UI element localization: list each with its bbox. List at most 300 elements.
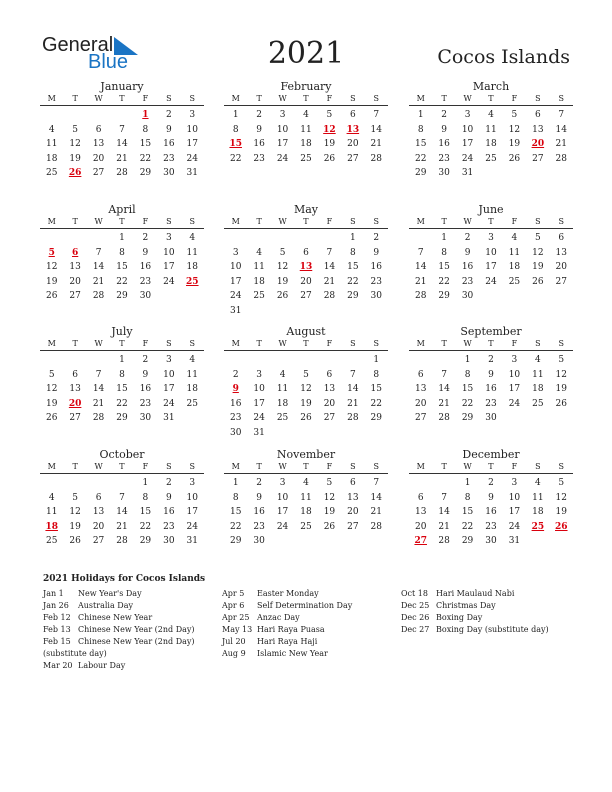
weekday-label: T	[488, 339, 494, 348]
day-cell: 1	[119, 233, 125, 243]
day-cell: 16	[461, 262, 474, 272]
day-cell: 15	[347, 262, 359, 272]
weekday-label: S	[350, 339, 356, 348]
month-august	[224, 325, 388, 440]
day-cell: 17	[186, 507, 198, 517]
empty-cell	[409, 353, 432, 368]
day-cell: 14	[555, 124, 567, 135]
day-cell: 10	[276, 124, 289, 135]
weekday-label: T	[303, 462, 309, 471]
day-cell: 2	[488, 355, 494, 365]
day-cell: 7	[417, 247, 424, 258]
holiday-entry	[401, 600, 549, 612]
day-cell: 18	[186, 262, 198, 272]
day-cell: 22	[116, 398, 128, 409]
day-cell: 5	[72, 492, 78, 503]
day-cell: 24	[229, 291, 242, 301]
weekday-label: W	[94, 339, 103, 348]
day-cell: 12	[300, 384, 312, 394]
day-cell: 27	[555, 276, 567, 287]
weekday-label: W	[278, 339, 287, 348]
weekday-header	[40, 461, 204, 474]
day-cell: 3	[165, 355, 172, 365]
day-cell: 9	[441, 124, 447, 135]
empty-cell	[341, 353, 364, 368]
day-cell: 7	[119, 492, 125, 503]
holiday-column	[222, 588, 352, 660]
weekday-header	[409, 93, 573, 106]
day-cell: 16	[370, 262, 382, 272]
day-cell: 23	[139, 398, 152, 409]
holiday-date: May 13	[222, 625, 253, 634]
weekday-label: S	[373, 462, 379, 471]
day-cell: 21	[438, 398, 450, 409]
day-cell: 7	[373, 478, 380, 488]
holiday-day: 5	[48, 247, 55, 258]
day-cell: 10	[163, 247, 175, 258]
weekday-label: T	[72, 94, 78, 103]
holiday-date: Dec 26	[401, 613, 430, 622]
day-cell: 5	[303, 369, 309, 380]
day-cell: 13	[347, 492, 359, 503]
day-cell: 8	[417, 124, 424, 135]
holiday-name: (substitute day)	[43, 649, 107, 658]
empty-cell	[87, 476, 110, 491]
day-cell: 9	[165, 124, 172, 135]
holiday-entry	[222, 624, 352, 636]
day-cell: 2	[373, 233, 380, 243]
day-cell: 27	[300, 291, 312, 301]
holiday-date: Jul 20	[222, 637, 246, 646]
weekday-label: S	[189, 217, 195, 226]
day-cell: 27	[69, 291, 81, 301]
day-cell: 10	[508, 369, 521, 380]
day-cell: 22	[461, 398, 474, 409]
weekday-label: F	[511, 462, 518, 471]
day-cell: 26	[555, 398, 567, 409]
holiday-date: Feb 12	[43, 613, 71, 622]
holiday-column	[43, 588, 195, 672]
day-cell: 7	[326, 247, 333, 258]
day-cell: 5	[72, 124, 78, 135]
holiday-day: 15	[229, 139, 242, 149]
day-cell: 24	[276, 521, 289, 532]
day-cell: 13	[92, 139, 105, 149]
day-cell: 10	[508, 492, 521, 503]
day-cell: 29	[139, 168, 152, 178]
weekday-label: T	[256, 339, 262, 348]
day-cell: 23	[485, 398, 497, 409]
day-cell: 2	[441, 110, 447, 120]
empty-cell	[247, 353, 270, 368]
day-cell: 3	[256, 369, 262, 380]
empty-cell	[432, 353, 455, 368]
day-cell: 2	[142, 233, 149, 243]
weekday-label: F	[511, 217, 518, 226]
day-cell: 4	[303, 110, 309, 120]
weekday-label: S	[350, 94, 356, 103]
month-name: August	[286, 325, 326, 338]
day-cell: 29	[461, 413, 474, 423]
weekday-label: W	[278, 94, 287, 103]
weekday-header	[409, 338, 573, 351]
weekday-label: W	[463, 339, 472, 348]
empty-cell	[318, 231, 341, 246]
day-cell: 17	[163, 384, 175, 394]
day-cell: 9	[256, 124, 262, 135]
weekday-label: W	[463, 462, 472, 471]
day-cell: 17	[276, 139, 289, 149]
day-cell: 3	[511, 478, 518, 488]
day-cell: 19	[508, 139, 521, 149]
day-cell: 5	[326, 478, 333, 488]
day-cell: 28	[414, 291, 427, 301]
day-grid	[40, 108, 204, 181]
day-cell: 20	[414, 521, 427, 532]
holiday-name: Hari Raya Puasa	[257, 625, 325, 634]
day-cell: 3	[232, 247, 239, 258]
logo-text-general: General	[42, 34, 114, 56]
weekday-label: T	[72, 462, 78, 471]
day-cell: 16	[485, 384, 497, 394]
day-cell: 25	[186, 398, 198, 409]
empty-cell	[110, 476, 133, 491]
weekday-header	[224, 216, 388, 229]
empty-cell	[87, 353, 110, 368]
day-cell: 6	[95, 124, 102, 135]
holiday-entry	[43, 624, 195, 636]
day-cell: 30	[485, 413, 497, 423]
weekday-label: W	[278, 462, 287, 471]
day-cell: 2	[464, 233, 471, 243]
day-cell: 1	[349, 233, 356, 243]
day-cell: 28	[323, 291, 336, 301]
month-name: March	[472, 80, 510, 93]
empty-cell	[432, 476, 455, 491]
day-cell: 7	[373, 110, 380, 120]
day-cell: 13	[532, 124, 544, 135]
day-cell: 29	[370, 413, 382, 423]
day-grid	[224, 476, 388, 549]
day-cell: 25	[532, 398, 544, 409]
day-cell: 25	[300, 521, 312, 532]
day-cell: 29	[229, 536, 242, 546]
day-cell: 2	[256, 110, 262, 120]
day-cell: 2	[232, 369, 239, 380]
day-cell: 14	[438, 384, 450, 394]
day-cell: 19	[45, 276, 58, 287]
day-cell: 30	[139, 413, 152, 423]
day-cell: 12	[69, 139, 81, 149]
day-cell: 16	[438, 139, 450, 149]
day-cell: 27	[69, 413, 81, 423]
logo-text-blue: Blue	[88, 51, 129, 73]
day-cell: 13	[323, 384, 336, 394]
holiday-entry	[222, 588, 352, 600]
day-cell: 19	[69, 521, 81, 532]
empty-cell	[40, 231, 63, 246]
weekday-label: T	[488, 94, 494, 103]
holiday-date: Aug 9	[222, 649, 246, 658]
holiday-date: Mar 20	[43, 661, 73, 670]
day-cell: 19	[555, 384, 567, 394]
day-cell: 7	[441, 369, 447, 380]
day-cell: 20	[347, 507, 359, 517]
day-cell: 18	[508, 262, 521, 272]
day-cell: 8	[119, 369, 125, 380]
day-cell: 22	[461, 521, 474, 532]
weekday-label: M	[416, 217, 425, 226]
holiday-name: Labour Day	[78, 661, 126, 670]
day-cell: 25	[485, 153, 497, 164]
day-cell: 17	[253, 398, 265, 409]
day-cell: 16	[163, 507, 175, 517]
day-cell: 29	[438, 291, 450, 301]
day-cell: 3	[189, 478, 196, 488]
weekday-label: S	[166, 462, 172, 471]
day-cell: 11	[186, 369, 198, 380]
day-cell: 25	[45, 536, 58, 546]
day-cell: 11	[300, 124, 312, 135]
day-grid	[40, 231, 204, 304]
day-cell: 22	[116, 276, 128, 287]
day-cell: 26	[532, 276, 544, 287]
day-cell: 22	[229, 521, 242, 532]
day-cell: 10	[276, 492, 289, 503]
day-cell: 21	[370, 507, 382, 517]
day-cell: 21	[370, 139, 382, 149]
day-cell: 12	[555, 492, 567, 503]
day-cell: 16	[139, 262, 152, 272]
day-grid	[40, 476, 204, 549]
day-cell: 14	[92, 384, 105, 394]
day-grid	[409, 231, 573, 304]
holiday-date: Dec 25	[401, 601, 430, 610]
holiday-day: 20	[68, 398, 82, 409]
day-cell: 28	[92, 291, 105, 301]
day-cell: 15	[229, 507, 242, 517]
day-cell: 14	[116, 139, 128, 149]
day-cell: 29	[414, 168, 427, 178]
day-cell: 23	[253, 521, 265, 532]
day-cell: 17	[229, 276, 242, 287]
holiday-date: Jan 1	[43, 589, 64, 598]
day-cell: 4	[48, 492, 55, 503]
day-cell: 17	[461, 139, 474, 149]
day-cell: 5	[534, 233, 541, 243]
day-cell: 21	[116, 153, 128, 164]
day-cell: 16	[139, 384, 152, 394]
holiday-day: 26	[68, 168, 82, 178]
day-cell: 9	[142, 369, 149, 380]
day-cell: 31	[163, 413, 175, 423]
holiday-day: 25	[531, 521, 545, 532]
day-cell: 12	[276, 262, 289, 272]
day-cell: 21	[92, 276, 105, 287]
day-cell: 23	[461, 276, 474, 287]
day-cell: 11	[253, 262, 265, 272]
day-cell: 3	[165, 233, 172, 243]
weekday-label: M	[47, 339, 56, 348]
day-cell: 11	[508, 247, 521, 258]
weekday-label: S	[189, 339, 195, 348]
day-cell: 15	[461, 507, 474, 517]
day-cell: 24	[253, 413, 265, 423]
day-cell: 1	[464, 478, 471, 488]
holiday-day: 12	[323, 124, 336, 135]
weekday-label: S	[350, 217, 356, 226]
day-cell: 1	[441, 233, 447, 243]
day-cell: 6	[417, 369, 424, 380]
day-cell: 18	[186, 384, 198, 394]
weekday-label: M	[47, 94, 56, 103]
empty-cell	[294, 353, 317, 368]
day-cell: 11	[532, 492, 544, 503]
day-cell: 21	[438, 521, 450, 532]
holiday-entry	[43, 660, 195, 672]
day-cell: 6	[558, 233, 565, 243]
day-cell: 8	[142, 124, 149, 135]
weekday-label: S	[166, 217, 172, 226]
weekday-label: M	[231, 94, 240, 103]
day-cell: 28	[92, 413, 105, 423]
day-cell: 30	[163, 536, 175, 546]
empty-cell	[409, 476, 432, 491]
holiday-name: Easter Monday	[257, 589, 319, 598]
day-cell: 1	[119, 355, 125, 365]
day-cell: 20	[69, 276, 81, 287]
weekday-label: F	[326, 462, 333, 471]
day-cell: 26	[45, 291, 58, 301]
day-cell: 11	[532, 369, 544, 380]
month-november	[224, 448, 388, 549]
day-cell: 19	[69, 153, 81, 164]
day-cell: 26	[276, 291, 289, 301]
day-cell: 15	[139, 507, 152, 517]
day-cell: 14	[438, 507, 450, 517]
day-cell: 15	[461, 384, 474, 394]
day-cell: 5	[511, 110, 518, 120]
empty-cell	[87, 108, 110, 123]
weekday-label: T	[488, 462, 494, 471]
day-cell: 20	[555, 262, 567, 272]
day-cell: 5	[48, 369, 55, 380]
day-cell: 23	[253, 153, 265, 164]
day-cell: 31	[461, 168, 474, 178]
day-cell: 30	[139, 291, 152, 301]
day-cell: 9	[464, 247, 471, 258]
holiday-day: 9	[232, 384, 239, 394]
day-cell: 8	[232, 124, 239, 135]
day-cell: 30	[438, 168, 450, 178]
day-cell: 14	[323, 262, 336, 272]
day-cell: 1	[142, 478, 149, 488]
day-cell: 28	[116, 168, 128, 178]
day-cell: 3	[511, 355, 518, 365]
month-name: November	[276, 448, 336, 461]
holiday-name: Hari Raya Haji	[257, 637, 318, 646]
day-cell: 23	[485, 521, 497, 532]
day-cell: 29	[116, 291, 128, 301]
day-cell: 26	[323, 521, 336, 532]
day-cell: 17	[276, 507, 289, 517]
day-grid	[224, 231, 388, 318]
empty-cell	[63, 476, 86, 491]
day-cell: 13	[414, 507, 427, 517]
day-cell: 6	[326, 369, 333, 380]
day-cell: 26	[69, 536, 81, 546]
day-cell: 29	[461, 536, 474, 546]
day-cell: 11	[186, 247, 198, 258]
day-cell: 22	[139, 153, 152, 164]
weekday-label: M	[231, 462, 240, 471]
month-december	[409, 448, 573, 549]
weekday-label: M	[416, 339, 425, 348]
weekday-label: W	[94, 217, 103, 226]
day-cell: 10	[163, 369, 175, 380]
empty-cell	[40, 476, 63, 491]
holiday-day: 27	[414, 536, 427, 546]
day-grid	[224, 108, 388, 166]
holiday-column	[401, 588, 549, 636]
day-cell: 8	[119, 247, 125, 258]
day-cell: 9	[142, 247, 149, 258]
day-cell: 4	[488, 110, 494, 120]
day-cell: 14	[116, 507, 128, 517]
day-cell: 27	[92, 168, 105, 178]
day-cell: 27	[347, 521, 359, 532]
empty-cell	[63, 231, 86, 246]
country-name: Cocos Islands	[437, 46, 570, 68]
day-cell: 5	[558, 478, 565, 488]
day-cell: 31	[253, 427, 265, 438]
day-cell: 25	[300, 153, 312, 164]
day-cell: 26	[300, 413, 312, 423]
weekday-label: M	[231, 339, 240, 348]
day-cell: 12	[323, 492, 336, 503]
weekday-label: T	[303, 94, 309, 103]
day-cell: 7	[441, 492, 447, 503]
day-cell: 8	[441, 247, 447, 258]
empty-cell	[294, 231, 317, 246]
day-cell: 10	[253, 384, 265, 394]
day-cell: 5	[558, 355, 565, 365]
month-name: April	[108, 203, 136, 216]
weekday-label: T	[72, 339, 78, 348]
holiday-day: 13	[346, 124, 360, 135]
weekday-label: S	[535, 94, 541, 103]
day-grid	[409, 353, 573, 426]
day-cell: 23	[438, 153, 450, 164]
day-cell: 11	[276, 384, 289, 394]
weekday-label: S	[189, 462, 195, 471]
day-cell: 4	[256, 247, 262, 258]
day-cell: 23	[370, 276, 382, 287]
day-cell: 20	[347, 139, 359, 149]
holiday-entry	[401, 588, 549, 600]
weekday-header	[224, 461, 388, 474]
weekday-label: S	[558, 462, 564, 471]
weekday-label: W	[463, 217, 472, 226]
day-cell: 22	[139, 521, 152, 532]
weekday-label: M	[47, 462, 56, 471]
day-cell: 9	[488, 369, 494, 380]
day-cell: 30	[461, 291, 474, 301]
month-june	[409, 203, 573, 304]
day-cell: 17	[163, 262, 175, 272]
holiday-date: Apr 6	[222, 601, 245, 610]
day-cell: 22	[370, 398, 382, 409]
